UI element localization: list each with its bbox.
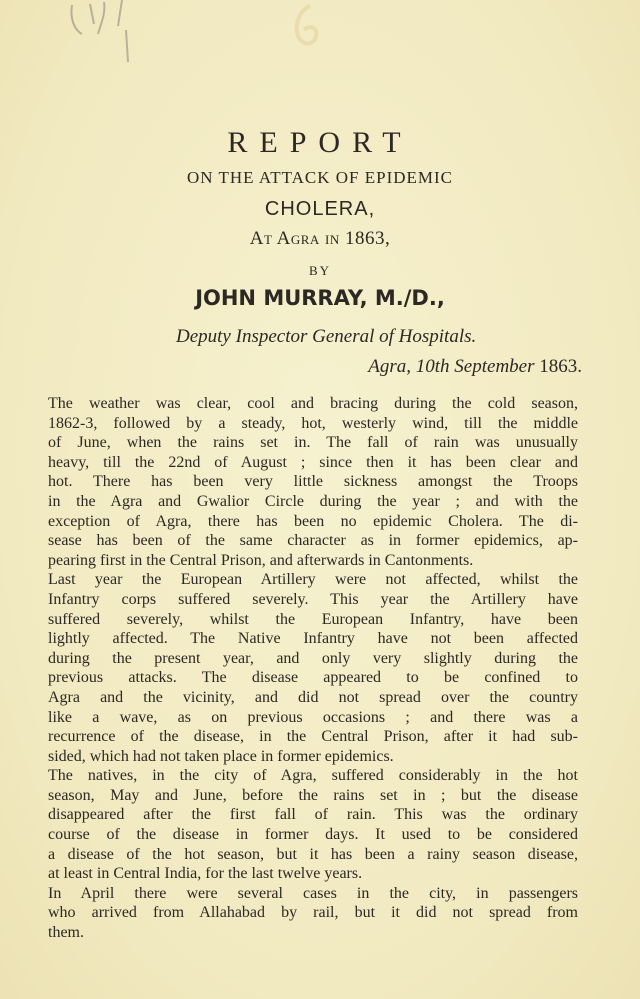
text-line: a disease of the hot season, but it has been a rainy season disease, [48, 845, 578, 863]
text-line: lightly affected. The Native Infantry have not been affected [48, 630, 578, 648]
text-line: in the Agra and Gwalior Circle during the year ; and with the [48, 492, 578, 510]
body-paragraph [48, 884, 578, 943]
report-subtitle-line3: At Agra in 1863, [249, 228, 391, 249]
byline-label: BY [308, 263, 332, 278]
text-line: them. [48, 924, 84, 942]
author-name: JOHN MURRAY, M./D., [195, 286, 445, 310]
text-line: pearing first in the Central Prison, and afterwards in Cantonments. [48, 551, 474, 569]
report-date [368, 356, 582, 378]
text-line: suffered severely, whilst the European Infantry, have been [48, 610, 578, 628]
report-body [48, 394, 578, 943]
text-line: Infantry corps suffered severely. This year the Artillery have [48, 590, 578, 608]
text-line: Agra and the vicinity, and did not spread over the country [48, 688, 578, 706]
text-line: at least in Central India, for the last twelve years. [48, 865, 363, 883]
date-month: September [454, 356, 535, 377]
text-line: 1862-3, followed by a steady, hot, westerly wind, till the middle [48, 414, 578, 432]
text-line: season, May and June, before the rains set in ; but the disease [48, 786, 578, 804]
date-place: Agra, [368, 356, 412, 377]
author-role: Deputy Inspector General of Hospitals. [176, 326, 477, 347]
pencil-scribble-mark [60, 0, 180, 70]
text-line: heavy, till the 22nd of August ; since then it has been clear and [48, 453, 578, 471]
text-line: of June, when the rains set in. The fall of rain was unusually [48, 434, 578, 452]
text-line: exception of Agra, there has been no epidemic Cholera. The di- [48, 512, 578, 530]
ink-stain-mark [278, 0, 338, 60]
text-line: disappeared after the first fall of rain. This was the ordinary [48, 806, 578, 824]
body-paragraph [48, 766, 578, 884]
text-line: In April there were several cases in the city, in passengers [48, 884, 578, 902]
body-paragraph [48, 394, 578, 570]
body-paragraph [48, 570, 578, 766]
report-subtitle-line2: CHOLERA, [264, 198, 376, 220]
text-line: Last year the European Artillery were not affected, whilst the [48, 571, 578, 589]
date-day: 10th [415, 356, 450, 377]
text-line: The natives, in the city of Agra, suffered considerably in the hot [48, 767, 578, 785]
text-line: like a wave, as on previous occasions ; and there was a [48, 708, 578, 726]
text-line: sided, which had not taken place in former epidemics. [48, 747, 394, 765]
text-line: hot. There has been very little sickness amongst the Troops [48, 473, 578, 491]
text-line: recurrence of the disease, in the Central Prison, after it had sub- [48, 728, 578, 746]
text-line: who arrived from Allahabad by rail, but it did not spread from [48, 904, 578, 922]
date-day-wrap [416, 356, 450, 377]
date-year: 1863. [539, 356, 582, 377]
text-line: previous attacks. The disease appeared to be confined to [48, 669, 578, 687]
text-line: course of the disease in former days. It used to be considered [48, 826, 578, 844]
text-line: during the present year, and only very slightly during the [48, 649, 578, 667]
report-subtitle-line1: ON THE ATTACK OF EPIDEMIC [186, 168, 454, 187]
text-line: The weather was clear, cool and bracing during the cold season, [48, 395, 578, 412]
report-title: REPORT [227, 126, 413, 159]
text-line: sease has been of the same character as in former epidemics, ap- [48, 532, 578, 550]
